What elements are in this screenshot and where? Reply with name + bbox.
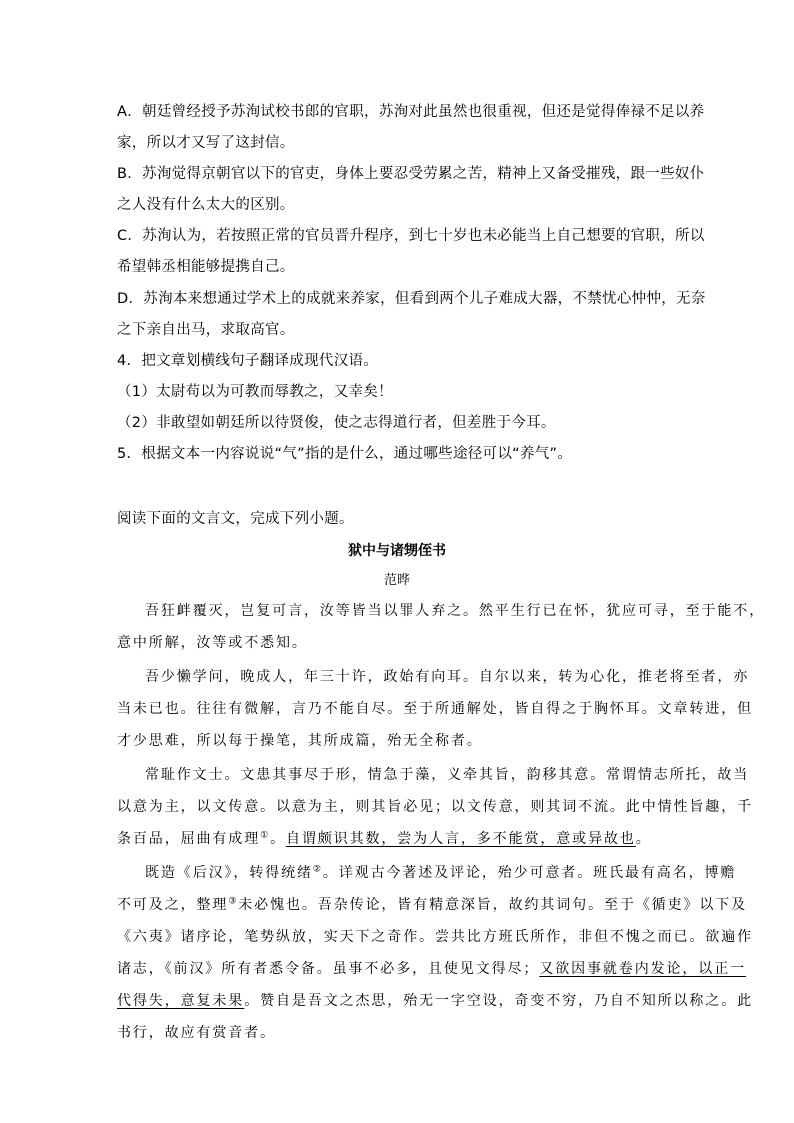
paragraph-3-line-1: 常耻作文士。文患其事尽于形，情急于藻，义牵其旨，韵移其意。常谓情志所托，故当	[145, 767, 750, 783]
underlined-sentence-2-part-1: 又欲因事就卷内发论，以正一	[539, 961, 747, 977]
question-4-1: （1）太尉苟以为可教而辱教之，又幸矣！	[117, 384, 393, 400]
question-5: 5．根据文本一内容说说“气”指的是什么，通过哪些途径可以“养气”。	[117, 446, 573, 462]
option-a-line-1: A．朝廷曾经授予苏洵试校书郎的官职，苏洵对此虽然也很重视，但还是觉得俸禄不足以养	[117, 104, 705, 120]
paragraph-4-line-1	[117, 862, 736, 882]
option-a-line-2: 家，所以才又写了这封信。	[117, 135, 295, 151]
paragraph-2-line-1: 吾少懒学问，晚成人，年三十许，政始有向耳。自尔以来，转为心化，推老将至者，亦	[145, 669, 750, 685]
footnote-3: ③	[228, 896, 239, 907]
option-c-line-2: 希望韩丞相能够提携自己。	[117, 259, 295, 275]
option-d-line-2: 之下亲自出马，求取高官。	[117, 322, 295, 338]
paragraph-4-text-b: 。详观古今著述及评论，殆少可意者。班氏最有高名，博赡	[322, 865, 737, 881]
option-d-line-1: D．苏洵本来想通过学术上的成就来养家，但看到两个儿子难成大器，不禁忧心忡忡，无奈	[117, 291, 706, 307]
paragraph-3-line-3	[117, 828, 652, 848]
paragraph-3-line-2: 以意为主，以文传意。以意为主，则其旨必见；以文传意，则其词不流。此中情性旨趣，千	[117, 799, 753, 815]
passage-author: 范晔	[383, 573, 410, 588]
paragraph-4-text-d: 未必愧也。吾杂传论，皆有精意深旨，故约其词句。至于《循吏》以下及	[238, 897, 748, 913]
footnote-1: ①	[260, 830, 271, 841]
paragraph-4-text-a: 既造《后汉》，转得统绪	[145, 865, 313, 881]
option-b-line-2: 之人没有什么太大的区别。	[117, 197, 295, 213]
option-b-line-1: B．苏洵觉得京朝官以下的官吏，身体上要忍受劳累之苦，精神上又备受摧残，跟一些奴仆	[117, 166, 705, 182]
paragraph-4-line-5	[117, 990, 753, 1010]
paragraph-4-line-3: 《六夷》诸序论，笔势纵放，实天下之奇作。尝共比方班氏所作，非但不愧之而已。欲遍作	[117, 929, 753, 945]
paragraph-4-text-f: 。赞自是吾文之杰思，殆无一字空设，奇变不穷，乃自不知所以称之。此	[244, 993, 754, 1009]
option-c-line-1: C．苏洵认为，若按照正常的官员晋升程序，到七十岁也未必能当上自己想要的官职，所以	[117, 228, 705, 244]
paragraph-4-line-6: 书行，故应有赏音者。	[117, 1025, 276, 1041]
reading-instruction: 阅读下面的文言文，完成下列小题。	[117, 511, 354, 527]
underlined-sentence-2-part-2: 代得失，意复未果	[117, 993, 245, 1009]
paragraph-4-text-c: 不可及之，整理	[117, 897, 229, 913]
paragraph-4-text-e: 诸志，《前汉》所有者悉令备。虽事不必多，且使见文得尽；	[117, 961, 540, 977]
paragraph-4-line-2	[117, 894, 747, 914]
paragraph-4-line-4	[117, 958, 746, 978]
question-4: 4．把文章划横线句子翻译成现代汉语。	[117, 353, 379, 369]
paragraph-3-period: 。	[270, 831, 286, 847]
paragraph-2-line-3: 才少思难，所以每于操笔，其所成篇，殆无全称者。	[117, 733, 483, 749]
underlined-sentence-1: 自谓颇识其数，尝为人言，多不能赏，意或异故也	[285, 831, 636, 847]
question-4-2: （2）非敢望如朝廷所以待贤俊，使之志得道行者，但差胜于今耳。	[117, 415, 556, 431]
passage-title: 狱中与诸甥侄书	[348, 543, 446, 559]
footnote-2: ②	[312, 864, 323, 875]
paragraph-1-line-2: 意中所解，汝等或不悉知。	[117, 635, 308, 651]
paragraph-2-line-2: 当未已也。往往有微解，言乃不能自尽。至于所通解处，皆自得之于胸怀耳。文章转进，但	[117, 701, 753, 717]
paragraph-3-end: 。	[635, 831, 652, 847]
paragraph-1-line-1: 吾狂衅覆灭，岂复可言，汝等皆当以罪人弃之。然平生行已在怀，犹应可寻，至于能不，	[145, 603, 766, 619]
paragraph-3-text: 条百品，屈曲有成理	[117, 831, 261, 847]
